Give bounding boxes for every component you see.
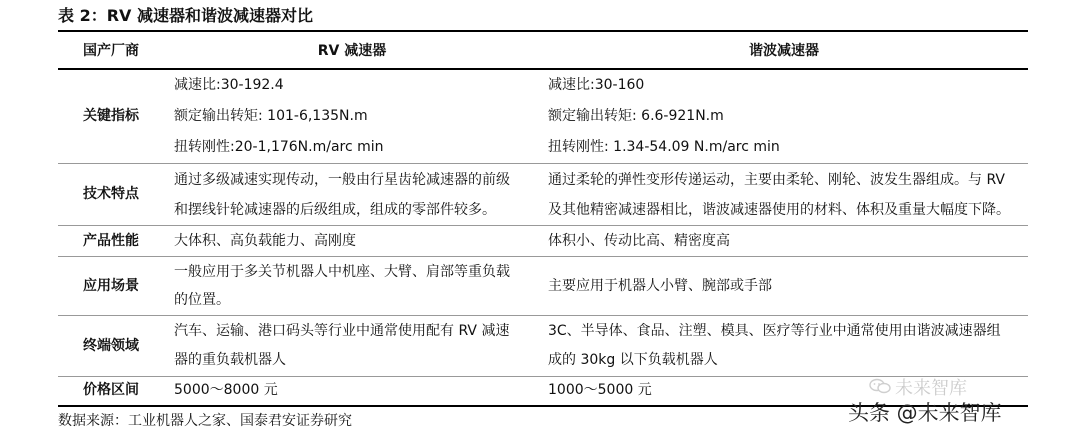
harmonic-cell [540, 316, 1028, 377]
rv-cell [164, 69, 540, 164]
cell-line: 额定输出转矩: 101-6,135N.m [174, 108, 368, 124]
cell-line: 减速比:30-160 [548, 77, 645, 93]
cell-line: 3C、半导体、食品、注塑、模具、医疗等行业中通常使用由谐波减速器组 [548, 323, 1001, 339]
cell-line: 通过柔轮的弹性变形传递运动，主要由柔轮、刚轮、波发生器组成。与 RV [548, 171, 1005, 188]
cell-line: 通过多级减速实现传动，一般由行星齿轮减速器的前级 [174, 171, 510, 188]
harmonic-cell [540, 257, 1028, 316]
row-category: 终端领域 [58, 316, 164, 377]
watermark-main: 头条 @未来智库 [848, 401, 1002, 425]
rv-cell [164, 257, 540, 316]
rv-cell [164, 226, 540, 257]
table-header-row [58, 32, 1028, 69]
row-category: 关键指标 [58, 69, 164, 164]
table-row [58, 257, 1028, 316]
cell-line: 器的重负载机器人 [174, 352, 286, 368]
cell-line: 1000～5000 元 [548, 382, 652, 399]
cell-line: 及其他精密减速器相比，谐波减速器使用的材料、体积及重量大幅度下降。 [548, 201, 1010, 218]
harmonic-cell [540, 226, 1028, 257]
row-category: 技术特点 [58, 164, 164, 226]
comparison-table [58, 32, 1028, 407]
header-harmonic-reducer: 谐波减速器 [540, 32, 1028, 69]
wechat-icon [869, 378, 891, 394]
cell-line: 扭转刚性:20-1,176N.m/arc min [174, 139, 384, 155]
data-source-note: 数据来源：工业机器人之家、国泰君安证券研究 [58, 413, 352, 429]
table-row [58, 316, 1028, 377]
cell-line: 成的 30kg 以下负载机器人 [548, 352, 718, 368]
cell-line: 汽车、运输、港口码头等行业中通常使用配有 RV 减速 [174, 323, 510, 339]
cell-line: 减速比:30-192.4 [174, 77, 284, 93]
watermark-secondary: 未来智库 [895, 378, 967, 399]
cell-line: 和摆线针轮减速器的后级组成，组成的零部件较多。 [174, 201, 496, 218]
rv-cell [164, 316, 540, 377]
cell-line: 大体积、高负载能力、高刚度 [174, 232, 356, 249]
header-rv-reducer: RV 减速器 [164, 32, 540, 69]
cell-line: 的位置。 [174, 292, 230, 308]
cell-line: 体积小、传动比高、精密度高 [548, 232, 730, 249]
cell-line: 5000～8000 元 [174, 382, 278, 399]
cell-line: 主要应用于机器人小臂、腕部或手部 [548, 277, 772, 294]
row-category: 产品性能 [58, 226, 164, 257]
row-category: 应用场景 [58, 257, 164, 316]
cell-line: 扭转刚性: 1.34-54.09 N.m/arc min [548, 139, 780, 155]
table-title: 表 2：RV 减速器和谐波减速器对比 [58, 6, 313, 25]
rv-cell [164, 377, 540, 406]
table-row [58, 164, 1028, 226]
harmonic-cell [540, 69, 1028, 164]
harmonic-cell [540, 164, 1028, 226]
row-category: 价格区间 [58, 377, 164, 406]
rv-cell [164, 164, 540, 226]
table-row [58, 69, 1028, 164]
header-manufacturer: 国产厂商 [58, 32, 164, 69]
cell-line: 一般应用于多关节机器人中机座、大臂、肩部等重负载 [174, 264, 510, 280]
cell-line: 额定输出转矩: 6.6-921N.m [548, 108, 724, 124]
table-row [58, 226, 1028, 257]
